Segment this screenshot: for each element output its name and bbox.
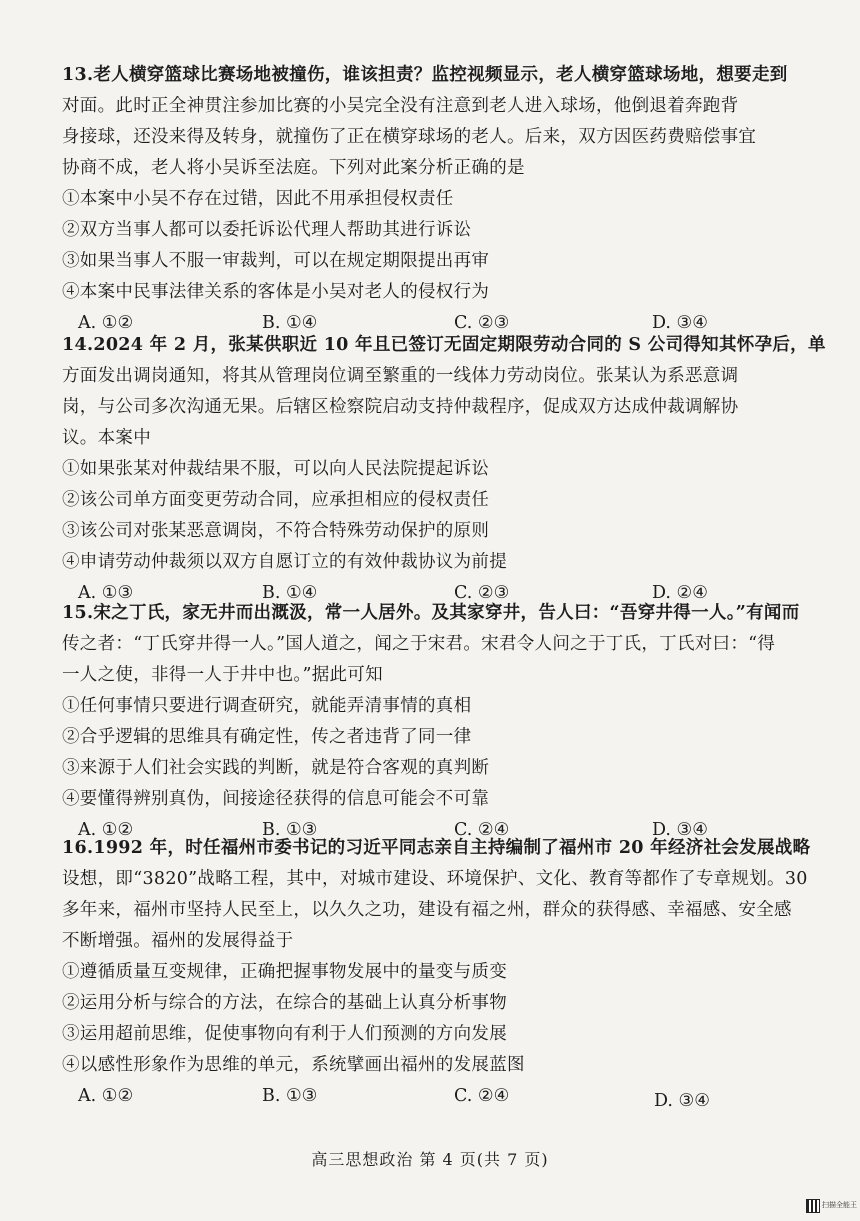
question-line: 16.1992 年，时任福州市委书记的习近平同志亲自主持编制了福州市 20 年经济社会发展战略 [62, 838, 811, 858]
question-line: 一人之使，非得一人于井中也。”据此可知 [62, 665, 383, 685]
question-line: 设想，即“3820”战略工程，其中，对城市建设、环境保护、文化、教育等都作了专章规划。30 [62, 869, 808, 889]
question-line: 传之者：“丁氏穿井得一人。”国人道之，闻之于宋君。宋君令人问之于丁氏，丁氏对曰：“得 [62, 634, 776, 654]
option-b: B. ①④ [262, 313, 318, 333]
option-a: A. ①② [78, 1086, 134, 1106]
option-c: C. ②③ [454, 313, 510, 333]
statement-1: ①遵循质量互变规律，正确把握事物发展中的量变与质变 [62, 962, 507, 982]
statement-3: ③运用超前思维，促使事物向有利于人们预测的方向发展 [62, 1024, 507, 1044]
option-c: C. ②④ [454, 820, 510, 840]
scanner-watermark: 扫描全能王 [822, 1201, 857, 1209]
statement-2: ②合乎逻辑的思维具有确定性，传之者违背了同一律 [62, 727, 472, 747]
question-14 [62, 330, 826, 609]
statement-2: ②运用分析与综合的方法，在综合的基础上认真分析事物 [62, 993, 507, 1013]
statement-4: ④要懂得辨别真伪，间接途径获得的信息可能会不可靠 [62, 789, 490, 809]
option-a: A. ①③ [78, 583, 134, 603]
option-d: D. ③④ [654, 1091, 710, 1111]
statement-2: ②该公司单方面变更劳动合同，应承担相应的侵权责任 [62, 490, 490, 510]
option-d: D. ③④ [652, 313, 708, 333]
statement-4: ④申请劳动仲裁须以双方自愿订立的有效仲裁协议为前提 [62, 552, 507, 572]
option-d: D. ②④ [652, 583, 708, 603]
statement-2: ②双方当事人都可以委托诉讼代理人帮助其进行诉讼 [62, 220, 472, 240]
statement-3: ③来源于人们社会实践的判断，就是符合客观的真判断 [62, 758, 490, 778]
statement-3: ③如果当事人不服一审裁判，可以在规定期限提出再审 [62, 251, 490, 271]
option-c: C. ②③ [454, 583, 510, 603]
question-15 [62, 598, 802, 846]
question-line: 对面。此时正全神贯注参加比赛的小吴完全没有注意到老人进入球场，他倒退着奔跑背 [62, 96, 739, 116]
statement-1: ①本案中小吴不存在过错，因此不用承担侵权责任 [62, 189, 454, 209]
answer-options [62, 1081, 802, 1112]
question-line: 不断增强。福州的发展得益于 [62, 931, 294, 951]
question-line: 多年来，福州市坚持人民至上，以久久之功，建设有福之州，群众的获得感、幸福感、安全感 [62, 900, 792, 920]
option-b: B. ①③ [262, 820, 318, 840]
option-a: A. ①② [78, 313, 134, 333]
page-footer: 高三思想政治 第 4 页(共 7 页) [311, 1150, 549, 1169]
question-line: 身接球，还没来得及转身，就撞伤了正在横穿球场的老人。后来，双方因医药费赔偿事宜 [62, 127, 757, 147]
question-line: 议。本案中 [62, 428, 151, 448]
qr-code-icon [806, 1199, 820, 1213]
question-line: 岗，与公司多次沟通无果。后辖区检察院启动支持仲裁程序，促成双方达成仲裁调解协 [62, 397, 739, 417]
statement-4: ④以感性形象作为思维的单元，系统擘画出福州的发展蓝图 [62, 1055, 525, 1075]
statement-4: ④本案中民事法律关系的客体是小吴对老人的侵权行为 [62, 282, 490, 302]
question-line: 13.老人横穿篮球比赛场地被撞伤，谁该担责？监控视频显示，老人横穿篮球场地，想要走到 [62, 65, 788, 85]
option-c: C. ②④ [454, 1086, 510, 1106]
question-line: 14.2024 年 2 月，张某供职近 10 年且已签订无固定期限劳动合同的 S 公司得知其怀孕后，单 [62, 335, 826, 355]
question-16 [62, 833, 811, 1112]
statement-1: ①任何事情只要进行调查研究，就能弄清事情的真相 [62, 696, 472, 716]
question-13 [62, 60, 802, 339]
option-b: B. ①④ [262, 583, 318, 603]
option-b: B. ①③ [262, 1086, 318, 1106]
question-line: 协商不成，老人将小吴诉至法庭。下列对此案分析正确的是 [62, 158, 525, 178]
statement-3: ③该公司对张某恶意调岗，不符合特殊劳动保护的原则 [62, 521, 490, 541]
question-line: 15.宋之丁氏，家无井而出溉汲，常一人居外。及其家穿井，告人曰：“吾穿井得一人。”有闻而 [62, 603, 800, 623]
option-a: A. ①② [78, 820, 134, 840]
statement-1: ①如果张某对仲裁结果不服，可以向人民法院提起诉讼 [62, 459, 490, 479]
question-line: 方面发出调岗通知，将其从管理岗位调至繁重的一线体力劳动岗位。张某认为系恶意调 [62, 366, 739, 386]
option-d: D. ③④ [652, 820, 708, 840]
